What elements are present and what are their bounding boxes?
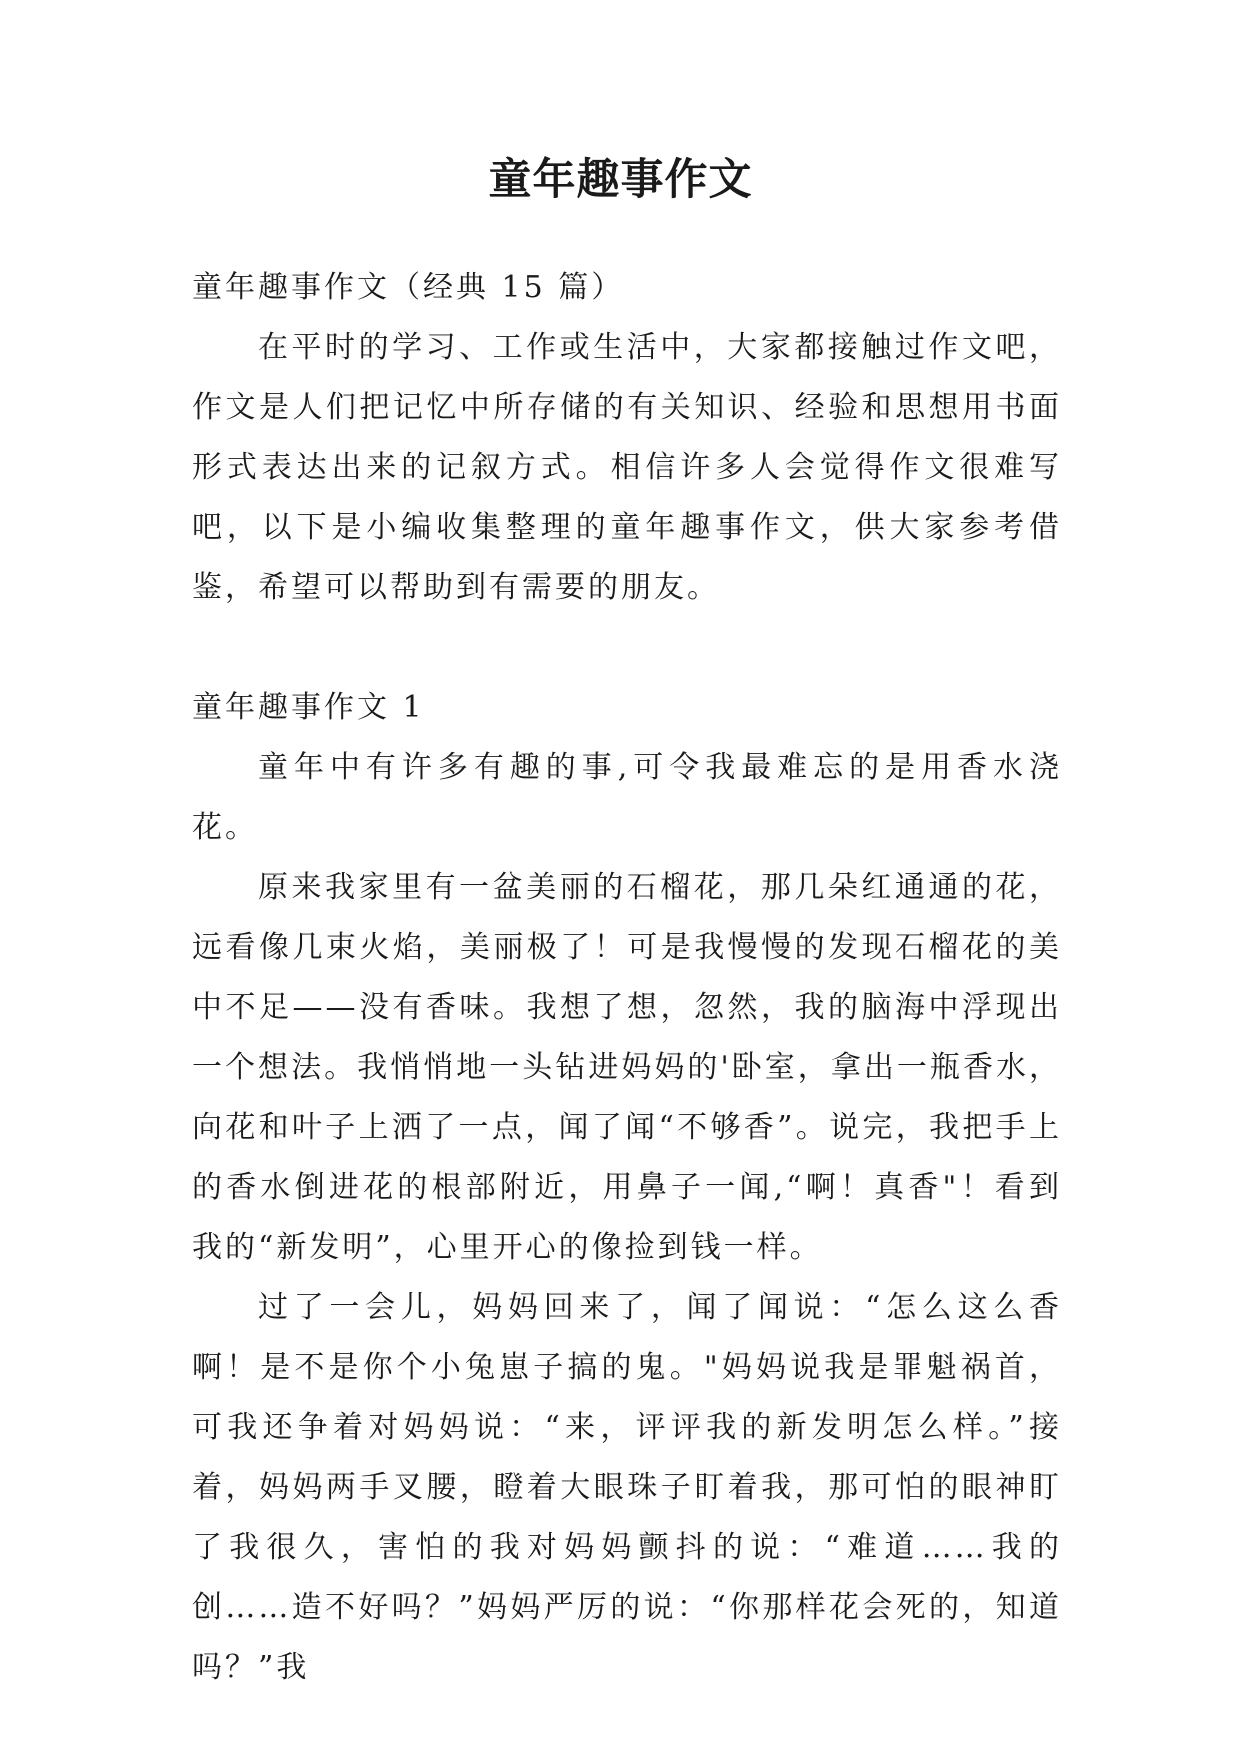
section-spacer — [192, 618, 1062, 678]
body-paragraph: 原来我家里有一盆美丽的石榴花，那几朵红通通的花，远看像几束火焰，美丽极了！可是我慢慢的发现石榴花的美中不足——没有香味。我想了想，忽然，我的脑海中浮现出一个想法。我悄悄地一头钻进妈妈的'卧室，拿出一瓶香水，向花和叶子上洒了一点，闻了闻“不够香”。说完，我把手上的香水倒进花的根部附近，用鼻子一闻,“啊！真香"！看到我的“新发明”，心里开心的像捡到钱一样。 — [192, 870, 1062, 1265]
document-body — [192, 258, 1062, 1698]
document-title: 童年趣事作文 — [488, 155, 753, 205]
intro-paragraph: 在平时的学习、工作或生活中，大家都接触过作文吧，作文是人们把记忆中所存储的有关知识、经验和思想用书面形式表达出来的记叙方式。相信许多人会觉得作文很难写吧，以下是小编收集整理的童年趣事作文，供大家参考借鉴，希望可以帮助到有需要的朋友。 — [192, 330, 1062, 605]
document-subtitle: 童年趣事作文（经典 15 篇） — [192, 270, 625, 305]
section-heading: 童年趣事作文 1 — [192, 690, 425, 725]
body-paragraph: 童年中有许多有趣的事,可令我最难忘的是用香水浇花。 — [192, 750, 1062, 845]
body-paragraph: 过了一会儿，妈妈回来了，闻了闻说：“怎么这么香啊！是不是你个小兔崽子搞的鬼。"妈妈说我是罪魁祸首，可我还争着对妈妈说：“来，评评我的新发明怎么样。”接着，妈妈两手叉腰，瞪着大眼珠子盯着我，那可怕的眼神盯了我很久，害怕的我对妈妈颤抖的说：“难道……我的创……造不好吗？”妈妈严厉的说：“你那样花会死的，知道吗？”我 — [192, 1290, 1062, 1685]
